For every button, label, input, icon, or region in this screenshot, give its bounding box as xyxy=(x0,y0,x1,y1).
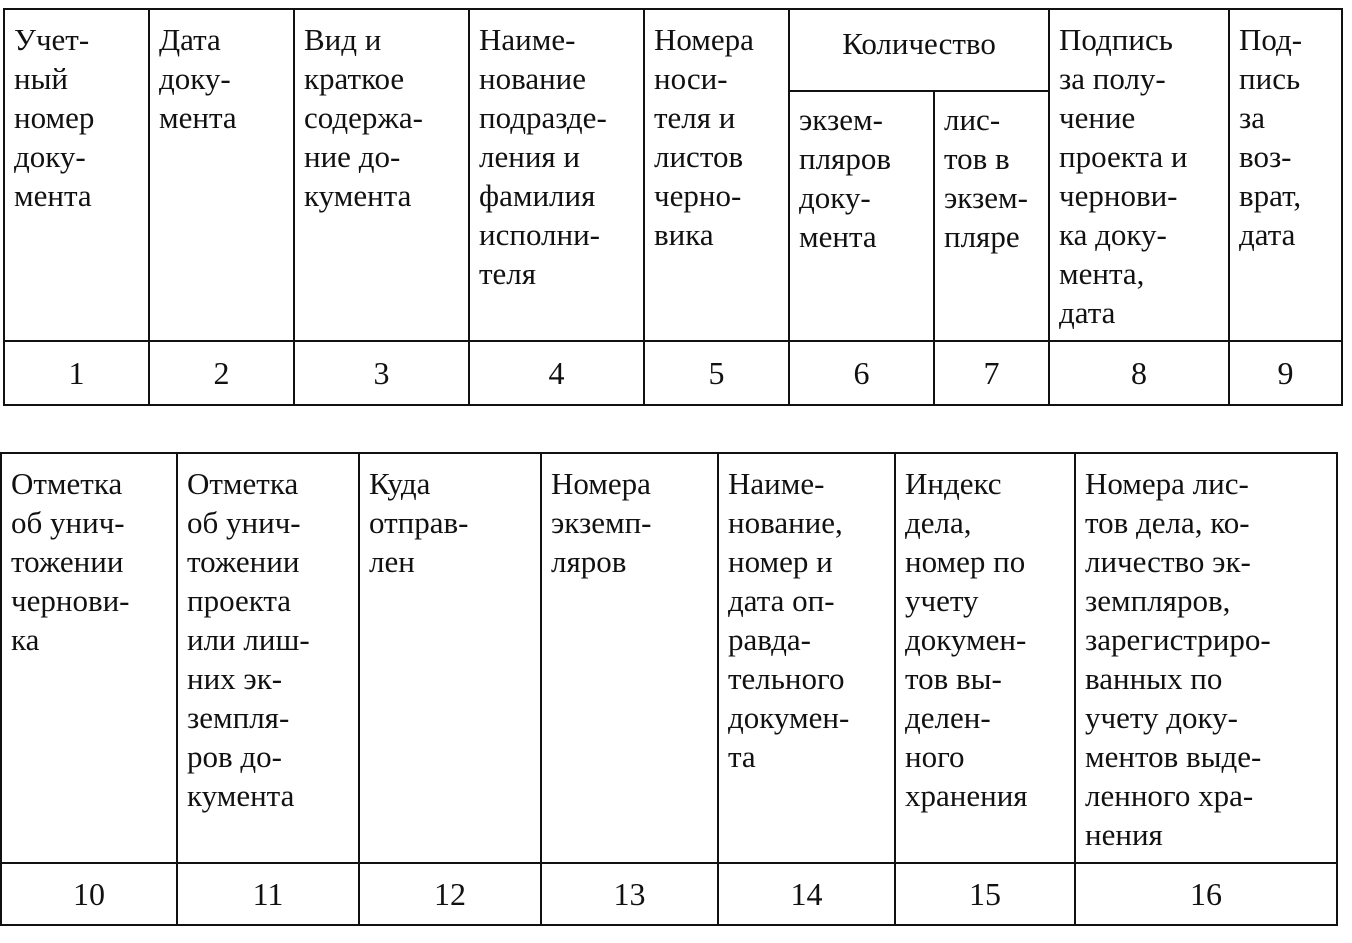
header-sent-to: Куда отправ- лен xyxy=(359,453,541,863)
header-document-copies: экзем- пляров доку- мента xyxy=(789,91,934,341)
header-copy-numbers: Номера экземп- ляров xyxy=(541,453,718,863)
column-number-3: 3 xyxy=(294,341,469,405)
header-receipt-signature: Подпись за полу- чение проекта и чернови- ка доку- мента, дата xyxy=(1049,9,1229,341)
header-file-sheet-numbers: Номера лис- тов дела, ко- личество эк- земпляров, зарегистриро- ванных по учету доку- ментов выде- ленного хра- нения xyxy=(1075,453,1337,863)
header-carrier-draft-sheets: Номера носи- теля и листов черно- вика xyxy=(644,9,789,341)
header-account-number: Учет- ный номер доку- мента xyxy=(4,9,149,341)
header-draft-destruction-mark: Отметка об унич- тожении чернови- ка xyxy=(1,453,177,863)
column-number-9: 9 xyxy=(1229,341,1342,405)
header-supporting-document: Наиме- нование, номер и дата оп- равда- тельного докумен- та xyxy=(718,453,895,863)
column-number-8: 8 xyxy=(1049,341,1229,405)
column-number-6: 6 xyxy=(789,341,934,405)
column-number-5: 5 xyxy=(644,341,789,405)
column-number-16: 16 xyxy=(1075,863,1337,925)
column-number-13: 13 xyxy=(541,863,718,925)
column-number-15: 15 xyxy=(895,863,1075,925)
column-number-12: 12 xyxy=(359,863,541,925)
column-number-7: 7 xyxy=(934,341,1049,405)
header-return-signature: Под- пись за воз- врат, дата xyxy=(1229,9,1342,341)
column-number-4: 4 xyxy=(469,341,644,405)
header-sheets-per-copy: лис- тов в экзем- пляре xyxy=(934,91,1049,341)
header-project-destruction-mark: Отметка об унич- тожении проекта или лиш- них эк- земпля- ров до- кумента xyxy=(177,453,359,863)
column-number-14: 14 xyxy=(718,863,895,925)
header-document-date: Дата доку- мента xyxy=(149,9,294,341)
register-table-bottom xyxy=(0,452,1338,926)
column-number-11: 11 xyxy=(177,863,359,925)
header-file-index: Индекс дела, номер по учету докумен- тов вы- делен- ного хранения xyxy=(895,453,1075,863)
column-number-2: 2 xyxy=(149,341,294,405)
column-number-1: 1 xyxy=(4,341,149,405)
register-table-top xyxy=(3,8,1343,406)
column-number-10: 10 xyxy=(1,863,177,925)
header-department-executor: Наиме- нование подразде- ления и фамилия исполни- теля xyxy=(469,9,644,341)
header-quantity-group: Количество xyxy=(789,9,1049,91)
header-document-type-summary: Вид и краткое содержа- ние до- кумента xyxy=(294,9,469,341)
